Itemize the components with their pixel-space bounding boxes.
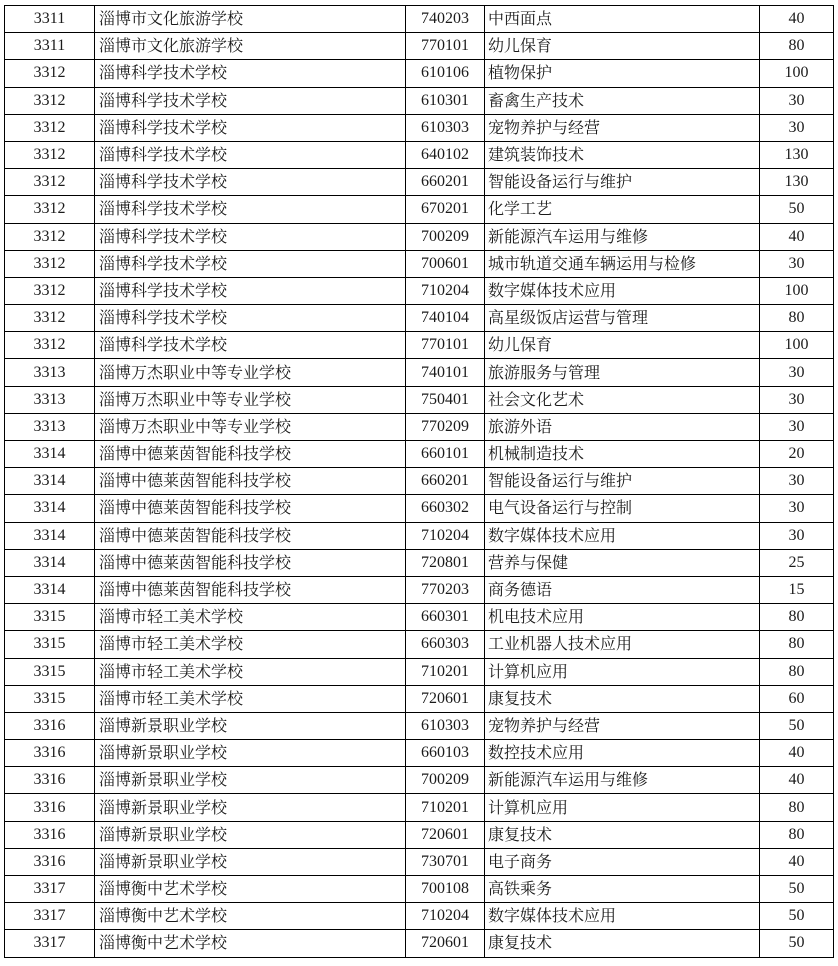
school-code-cell: 3312 xyxy=(5,250,95,277)
school-code-cell: 3315 xyxy=(5,685,95,712)
plan-count-cell: 80 xyxy=(760,658,834,685)
table-row xyxy=(5,413,834,440)
table-row xyxy=(5,576,834,603)
major-code-cell: 700209 xyxy=(406,223,485,250)
major-name-cell: 电气设备运行与控制 xyxy=(485,495,760,522)
major-name-cell: 计算机应用 xyxy=(485,794,760,821)
enrollment-plan-table xyxy=(4,5,834,958)
school-code-cell: 3314 xyxy=(5,468,95,495)
school-name-cell: 淄博新景职业学校 xyxy=(95,794,406,821)
school-name-cell: 淄博科学技术学校 xyxy=(95,223,406,250)
school-code-cell: 3312 xyxy=(5,277,95,304)
table-row xyxy=(5,223,834,250)
plan-count-cell: 30 xyxy=(760,522,834,549)
major-code-cell: 770203 xyxy=(406,576,485,603)
major-name-cell: 植物保护 xyxy=(485,60,760,87)
major-code-cell: 720601 xyxy=(406,685,485,712)
school-name-cell: 淄博科学技术学校 xyxy=(95,196,406,223)
school-name-cell: 淄博科学技术学校 xyxy=(95,277,406,304)
school-code-cell: 3313 xyxy=(5,359,95,386)
major-code-cell: 610301 xyxy=(406,87,485,114)
major-code-cell: 740101 xyxy=(406,359,485,386)
major-name-cell: 中西面点 xyxy=(485,6,760,33)
plan-count-cell: 80 xyxy=(760,631,834,658)
major-code-cell: 720601 xyxy=(406,821,485,848)
plan-count-cell: 50 xyxy=(760,196,834,223)
major-name-cell: 畜禽生产技术 xyxy=(485,87,760,114)
major-code-cell: 720601 xyxy=(406,930,485,957)
major-code-cell: 610106 xyxy=(406,60,485,87)
school-name-cell: 淄博市轻工美术学校 xyxy=(95,658,406,685)
major-name-cell: 宠物养护与经营 xyxy=(485,114,760,141)
major-code-cell: 750401 xyxy=(406,386,485,413)
major-name-cell: 幼儿保育 xyxy=(485,33,760,60)
school-name-cell: 淄博中德莱茵智能科技学校 xyxy=(95,549,406,576)
school-name-cell: 淄博科学技术学校 xyxy=(95,169,406,196)
plan-count-cell: 30 xyxy=(760,359,834,386)
major-name-cell: 社会文化艺术 xyxy=(485,386,760,413)
plan-count-cell: 40 xyxy=(760,740,834,767)
school-code-cell: 3316 xyxy=(5,794,95,821)
major-name-cell: 智能设备运行与维护 xyxy=(485,468,760,495)
major-code-cell: 770101 xyxy=(406,33,485,60)
plan-count-cell: 40 xyxy=(760,223,834,250)
school-name-cell: 淄博万杰职业中等专业学校 xyxy=(95,413,406,440)
school-name-cell: 淄博市文化旅游学校 xyxy=(95,33,406,60)
school-code-cell: 3316 xyxy=(5,767,95,794)
major-name-cell: 建筑装饰技术 xyxy=(485,141,760,168)
plan-count-cell: 80 xyxy=(760,821,834,848)
table-row xyxy=(5,522,834,549)
table-row xyxy=(5,87,834,114)
school-code-cell: 3315 xyxy=(5,604,95,631)
school-name-cell: 淄博科学技术学校 xyxy=(95,141,406,168)
school-code-cell: 3311 xyxy=(5,33,95,60)
table-row xyxy=(5,712,834,739)
major-name-cell: 旅游服务与管理 xyxy=(485,359,760,386)
table-row xyxy=(5,6,834,33)
major-name-cell: 计算机应用 xyxy=(485,658,760,685)
major-code-cell: 610303 xyxy=(406,114,485,141)
table-row xyxy=(5,468,834,495)
plan-count-cell: 60 xyxy=(760,685,834,712)
major-name-cell: 数字媒体技术应用 xyxy=(485,522,760,549)
plan-count-cell: 30 xyxy=(760,250,834,277)
table-row xyxy=(5,332,834,359)
major-name-cell: 高星级饭店运营与管理 xyxy=(485,305,760,332)
major-code-cell: 710204 xyxy=(406,522,485,549)
major-code-cell: 660201 xyxy=(406,169,485,196)
major-name-cell: 工业机器人技术应用 xyxy=(485,631,760,658)
school-code-cell: 3314 xyxy=(5,576,95,603)
major-name-cell: 幼儿保育 xyxy=(485,332,760,359)
table-row xyxy=(5,685,834,712)
plan-count-cell: 50 xyxy=(760,876,834,903)
table-row xyxy=(5,876,834,903)
school-name-cell: 淄博科学技术学校 xyxy=(95,305,406,332)
school-code-cell: 3313 xyxy=(5,386,95,413)
school-name-cell: 淄博新景职业学校 xyxy=(95,821,406,848)
school-name-cell: 淄博科学技术学校 xyxy=(95,60,406,87)
major-code-cell: 660201 xyxy=(406,468,485,495)
school-name-cell: 淄博市轻工美术学校 xyxy=(95,631,406,658)
table-row xyxy=(5,359,834,386)
major-name-cell: 高铁乘务 xyxy=(485,876,760,903)
table-row xyxy=(5,848,834,875)
school-code-cell: 3313 xyxy=(5,413,95,440)
table-row xyxy=(5,631,834,658)
plan-count-cell: 30 xyxy=(760,114,834,141)
school-code-cell: 3311 xyxy=(5,6,95,33)
major-code-cell: 710201 xyxy=(406,794,485,821)
major-code-cell: 710201 xyxy=(406,658,485,685)
table-row xyxy=(5,141,834,168)
school-code-cell: 3316 xyxy=(5,821,95,848)
school-name-cell: 淄博衡中艺术学校 xyxy=(95,930,406,957)
major-name-cell: 康复技术 xyxy=(485,685,760,712)
school-code-cell: 3312 xyxy=(5,169,95,196)
major-code-cell: 670201 xyxy=(406,196,485,223)
table-row xyxy=(5,60,834,87)
school-name-cell: 淄博市轻工美术学校 xyxy=(95,604,406,631)
major-name-cell: 康复技术 xyxy=(485,821,760,848)
school-name-cell: 淄博中德莱茵智能科技学校 xyxy=(95,576,406,603)
school-name-cell: 淄博万杰职业中等专业学校 xyxy=(95,386,406,413)
school-code-cell: 3312 xyxy=(5,60,95,87)
school-code-cell: 3315 xyxy=(5,631,95,658)
major-code-cell: 700209 xyxy=(406,767,485,794)
major-code-cell: 660103 xyxy=(406,740,485,767)
school-name-cell: 淄博中德莱茵智能科技学校 xyxy=(95,522,406,549)
table-row xyxy=(5,196,834,223)
plan-count-cell: 130 xyxy=(760,141,834,168)
school-name-cell: 淄博市轻工美术学校 xyxy=(95,685,406,712)
table-row xyxy=(5,794,834,821)
plan-count-cell: 100 xyxy=(760,277,834,304)
school-name-cell: 淄博中德莱茵智能科技学校 xyxy=(95,441,406,468)
school-code-cell: 3312 xyxy=(5,332,95,359)
major-code-cell: 770209 xyxy=(406,413,485,440)
major-code-cell: 610303 xyxy=(406,712,485,739)
school-code-cell: 3316 xyxy=(5,712,95,739)
table-row xyxy=(5,114,834,141)
major-code-cell: 660302 xyxy=(406,495,485,522)
major-code-cell: 740104 xyxy=(406,305,485,332)
major-name-cell: 数字媒体技术应用 xyxy=(485,903,760,930)
table-row xyxy=(5,821,834,848)
table-row xyxy=(5,441,834,468)
table-row xyxy=(5,604,834,631)
plan-count-cell: 30 xyxy=(760,87,834,114)
school-code-cell: 3316 xyxy=(5,740,95,767)
plan-count-cell: 100 xyxy=(760,60,834,87)
table-row xyxy=(5,930,834,957)
table-row xyxy=(5,903,834,930)
major-name-cell: 新能源汽车运用与维修 xyxy=(485,767,760,794)
school-name-cell: 淄博市文化旅游学校 xyxy=(95,6,406,33)
school-code-cell: 3317 xyxy=(5,903,95,930)
plan-count-cell: 80 xyxy=(760,305,834,332)
major-name-cell: 智能设备运行与维护 xyxy=(485,169,760,196)
major-code-cell: 730701 xyxy=(406,848,485,875)
plan-count-cell: 80 xyxy=(760,33,834,60)
major-name-cell: 商务德语 xyxy=(485,576,760,603)
major-code-cell: 700108 xyxy=(406,876,485,903)
plan-count-cell: 25 xyxy=(760,549,834,576)
plan-count-cell: 130 xyxy=(760,169,834,196)
plan-count-cell: 30 xyxy=(760,495,834,522)
school-code-cell: 3314 xyxy=(5,522,95,549)
major-name-cell: 宠物养护与经营 xyxy=(485,712,760,739)
school-code-cell: 3312 xyxy=(5,196,95,223)
major-code-cell: 710204 xyxy=(406,277,485,304)
major-code-cell: 740203 xyxy=(406,6,485,33)
plan-count-cell: 50 xyxy=(760,903,834,930)
table-row xyxy=(5,386,834,413)
table-row xyxy=(5,767,834,794)
table-row xyxy=(5,33,834,60)
school-code-cell: 3312 xyxy=(5,87,95,114)
table-row xyxy=(5,305,834,332)
table-row xyxy=(5,495,834,522)
major-name-cell: 机械制造技术 xyxy=(485,441,760,468)
school-name-cell: 淄博新景职业学校 xyxy=(95,848,406,875)
table-row xyxy=(5,658,834,685)
major-code-cell: 660303 xyxy=(406,631,485,658)
school-name-cell: 淄博新景职业学校 xyxy=(95,712,406,739)
plan-count-cell: 50 xyxy=(760,712,834,739)
plan-count-cell: 20 xyxy=(760,441,834,468)
major-code-cell: 640102 xyxy=(406,141,485,168)
plan-count-cell: 30 xyxy=(760,468,834,495)
major-name-cell: 新能源汽车运用与维修 xyxy=(485,223,760,250)
school-code-cell: 3314 xyxy=(5,549,95,576)
plan-count-cell: 80 xyxy=(760,604,834,631)
plan-count-cell: 100 xyxy=(760,332,834,359)
school-code-cell: 3316 xyxy=(5,848,95,875)
school-code-cell: 3317 xyxy=(5,876,95,903)
major-name-cell: 数控技术应用 xyxy=(485,740,760,767)
school-code-cell: 3312 xyxy=(5,305,95,332)
school-code-cell: 3314 xyxy=(5,441,95,468)
school-name-cell: 淄博新景职业学校 xyxy=(95,740,406,767)
major-code-cell: 660101 xyxy=(406,441,485,468)
school-code-cell: 3312 xyxy=(5,141,95,168)
plan-count-cell: 40 xyxy=(760,848,834,875)
school-name-cell: 淄博衡中艺术学校 xyxy=(95,903,406,930)
major-name-cell: 营养与保健 xyxy=(485,549,760,576)
school-name-cell: 淄博科学技术学校 xyxy=(95,250,406,277)
plan-count-cell: 40 xyxy=(760,6,834,33)
school-name-cell: 淄博衡中艺术学校 xyxy=(95,876,406,903)
school-code-cell: 3312 xyxy=(5,114,95,141)
major-name-cell: 化学工艺 xyxy=(485,196,760,223)
plan-count-cell: 15 xyxy=(760,576,834,603)
major-name-cell: 康复技术 xyxy=(485,930,760,957)
major-name-cell: 数字媒体技术应用 xyxy=(485,277,760,304)
school-name-cell: 淄博科学技术学校 xyxy=(95,114,406,141)
major-code-cell: 720801 xyxy=(406,549,485,576)
plan-count-cell: 30 xyxy=(760,386,834,413)
table-row xyxy=(5,740,834,767)
major-name-cell: 机电技术应用 xyxy=(485,604,760,631)
school-code-cell: 3317 xyxy=(5,930,95,957)
major-name-cell: 旅游外语 xyxy=(485,413,760,440)
plan-count-cell: 50 xyxy=(760,930,834,957)
major-name-cell: 电子商务 xyxy=(485,848,760,875)
table-row xyxy=(5,169,834,196)
table-row xyxy=(5,250,834,277)
school-name-cell: 淄博科学技术学校 xyxy=(95,87,406,114)
table-body xyxy=(5,6,834,958)
major-name-cell: 城市轨道交通车辆运用与检修 xyxy=(485,250,760,277)
major-code-cell: 660301 xyxy=(406,604,485,631)
major-code-cell: 770101 xyxy=(406,332,485,359)
school-name-cell: 淄博科学技术学校 xyxy=(95,332,406,359)
school-name-cell: 淄博中德莱茵智能科技学校 xyxy=(95,495,406,522)
school-code-cell: 3312 xyxy=(5,223,95,250)
plan-count-cell: 80 xyxy=(760,794,834,821)
table-row xyxy=(5,549,834,576)
school-name-cell: 淄博中德莱茵智能科技学校 xyxy=(95,468,406,495)
school-code-cell: 3315 xyxy=(5,658,95,685)
major-code-cell: 700601 xyxy=(406,250,485,277)
school-name-cell: 淄博万杰职业中等专业学校 xyxy=(95,359,406,386)
school-name-cell: 淄博新景职业学校 xyxy=(95,767,406,794)
school-code-cell: 3314 xyxy=(5,495,95,522)
table-row xyxy=(5,277,834,304)
plan-count-cell: 40 xyxy=(760,767,834,794)
major-code-cell: 710204 xyxy=(406,903,485,930)
plan-count-cell: 30 xyxy=(760,413,834,440)
